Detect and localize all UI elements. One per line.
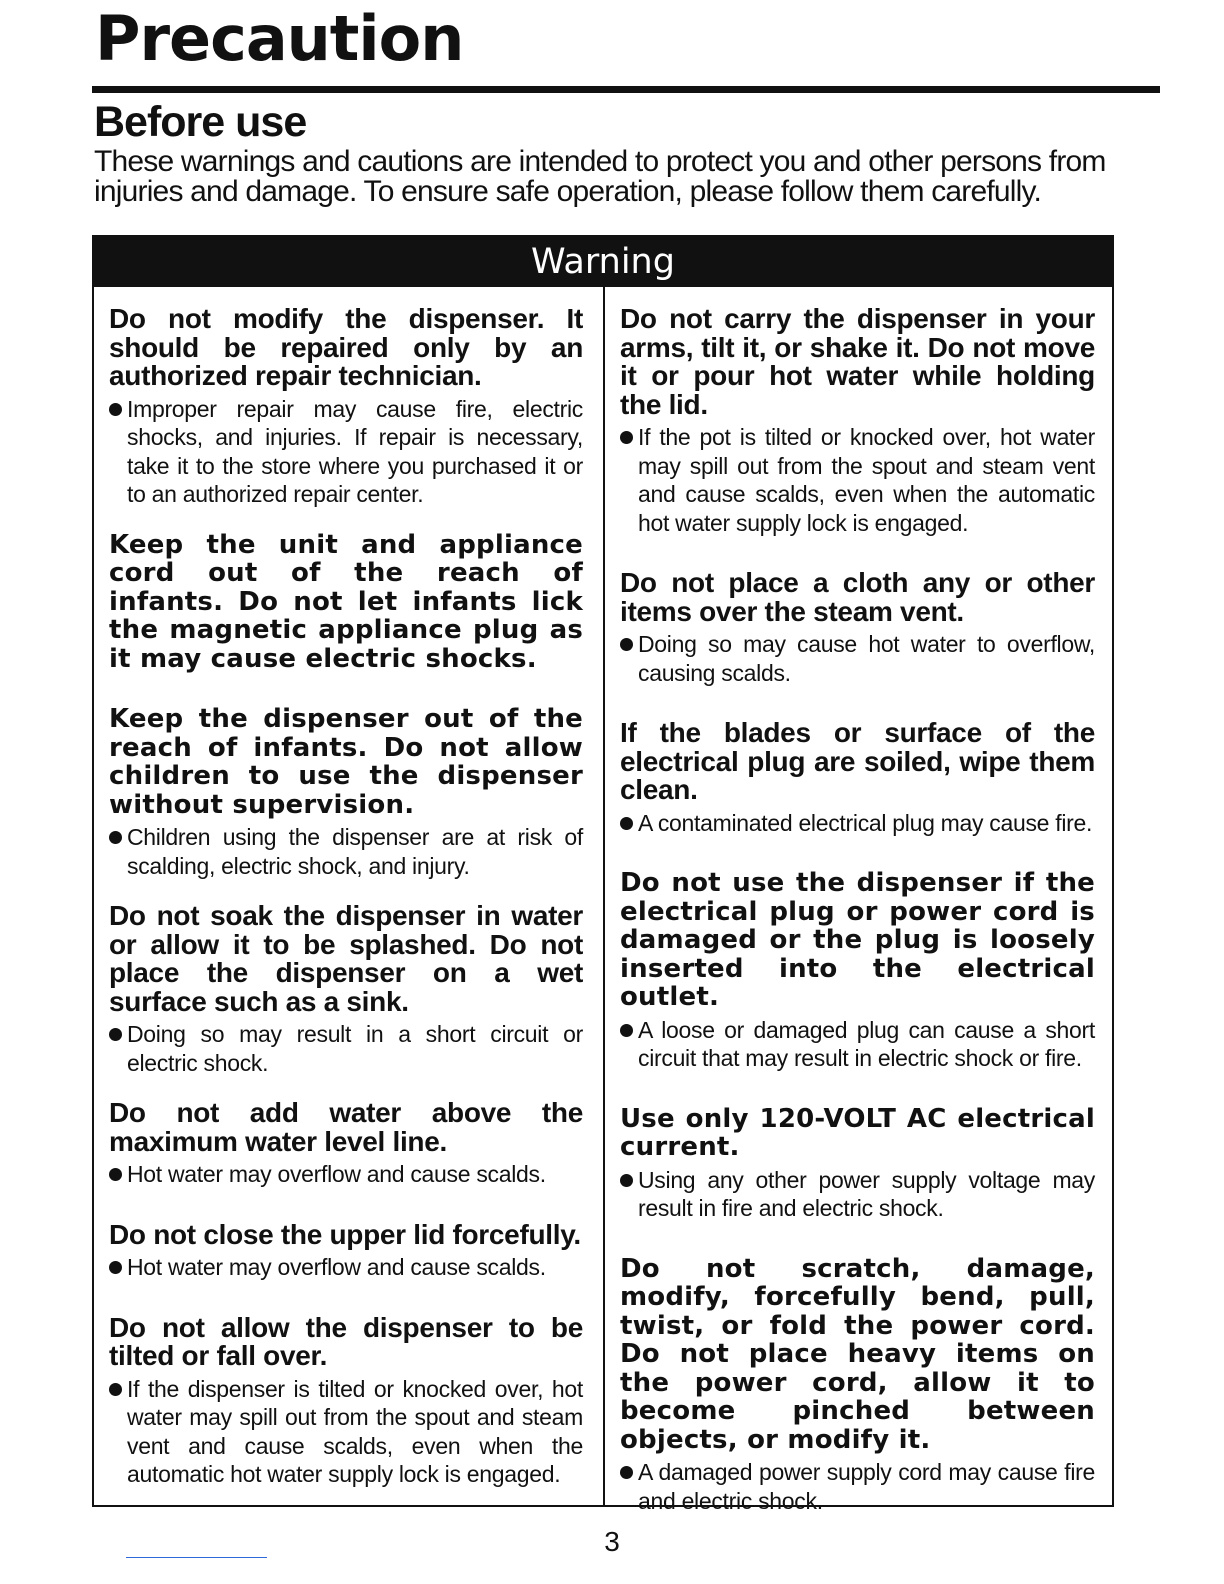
warning-bullet: If the pot is tilted or knocked over, hot water may spill out from the spout and steam vent and cause scalds, even when the automatic hot water supply lock is engaged. <box>620 423 1095 537</box>
warning-item <box>620 305 1095 537</box>
warning-item <box>109 1099 583 1189</box>
warning-bullet: Doing so may cause hot water to overflow, causing scalds. <box>620 630 1095 687</box>
warning-item <box>620 869 1095 1073</box>
warning-heading: Keep the unit and appliance cord out of the reach of infants. Do not let infants lick the magnetic appliance plug as it may cause electric shocks. <box>109 529 583 674</box>
warning-bullet: If the dispenser is tilted or knocked over, hot water may spill out from the spout and steam vent and cause scalds, even when the automatic hot water supply lock is engaged. <box>109 1375 583 1489</box>
warning-heading: Use only 120-VOLT AC electrical current. <box>620 1103 1095 1162</box>
warning-item <box>109 1311 583 1489</box>
bullet-dot-icon <box>109 403 122 416</box>
warning-item <box>620 569 1095 687</box>
warning-heading: Do not close the upper lid forcefully. <box>109 1218 581 1250</box>
title-rule <box>92 86 1160 93</box>
column-divider <box>603 287 605 1505</box>
bullet-dot-icon <box>620 817 633 830</box>
footer-line <box>126 1557 267 1558</box>
warning-bullet: Using any other power supply voltage may result in fire and electric shock. <box>620 1166 1095 1223</box>
warning-heading: Do not add water above the maximum water level line. <box>109 1097 583 1157</box>
intro-text: These warnings and cautions are intended to protect you and other persons from injuries and damage. To ensure safe operation, please follow them carefully. <box>94 145 1106 208</box>
bullet-dot-icon <box>620 431 633 444</box>
warning-heading: Do not scratch, damage, modify, forcefully bend, pull, twist, or fold the power cord. Do not place heavy items on the power cord, allow it to become pinched between objects, or modify it. <box>620 1253 1095 1455</box>
warning-heading: Do not soak the dispenser in water or allow it to be splashed. Do not place the dispenser on a wet surface such as a sink. <box>109 900 583 1017</box>
bullet-dot-icon <box>620 1024 633 1037</box>
warning-bullet: A contaminated electrical plug may cause fire. <box>620 809 1095 838</box>
warning-bullet: A loose or damaged plug can cause a short circuit that may result in electric shock or fire. <box>620 1016 1095 1073</box>
warning-item <box>620 1105 1095 1223</box>
warning-heading: Do not use the dispenser if the electrical plug or power cord is damaged or the plug is loosely inserted into the electrical outlet. <box>620 868 1095 1012</box>
warning-item <box>620 719 1095 837</box>
bullet-dot-icon <box>109 1261 122 1274</box>
warning-heading: Do not modify the dispenser. It should be repaired only by an authorized repair technician. <box>109 303 583 391</box>
warning-header: Warning <box>94 237 1112 287</box>
bullet-dot-icon <box>620 638 633 651</box>
warning-item <box>620 1255 1095 1516</box>
warning-item <box>109 1218 583 1282</box>
bullet-dot-icon <box>109 1383 122 1396</box>
bullet-dot-icon <box>109 831 122 844</box>
warning-item <box>109 305 583 509</box>
bullet-dot-icon <box>620 1466 633 1479</box>
bullet-dot-icon <box>109 1028 122 1041</box>
warning-item <box>109 902 583 1077</box>
warning-heading: Do not carry the dispenser in your arms, tilt it, or shake it. Do not move it or pour hot water while holding the lid. <box>620 303 1095 420</box>
warning-bullet: Doing so may result in a short circuit or electric shock. <box>109 1020 583 1077</box>
warning-item <box>109 531 583 674</box>
warning-item <box>109 705 583 880</box>
warning-heading: Keep the dispenser out of the reach of infants. Do not allow children to use the dispenser without supervision. <box>109 704 583 820</box>
warning-bullet: Improper repair may cause fire, electric shocks, and injuries. If repair is necessary, take it to the store where you purchased it or to an authorized repair center. <box>109 395 583 509</box>
page-title: Precaution <box>95 2 464 75</box>
warning-bullet: Hot water may overflow and cause scalds. <box>109 1253 583 1282</box>
bullet-dot-icon <box>620 1174 633 1187</box>
section-title: Before use <box>94 98 307 146</box>
warning-bullet: Hot water may overflow and cause scalds. <box>109 1160 583 1189</box>
page-number: 3 <box>604 1526 620 1557</box>
warning-heading: If the blades or surface of the electrical plug are soiled, wipe them clean. <box>620 717 1095 805</box>
warning-left-column <box>109 305 583 1489</box>
warning-right-column <box>620 305 1095 1515</box>
bullet-dot-icon <box>109 1168 122 1181</box>
warning-bullet: Children using the dispenser are at risk of scalding, electric shock, and injury. <box>109 823 583 880</box>
warning-heading: Do not place a cloth any or other items over the steam vent. <box>620 567 1095 627</box>
warning-bullet: A damaged power supply cord may cause fire and electric shock. <box>620 1458 1095 1515</box>
warning-box <box>92 235 1114 1514</box>
warning-heading: Do not allow the dispenser to be tilted or fall over. <box>109 1311 583 1371</box>
